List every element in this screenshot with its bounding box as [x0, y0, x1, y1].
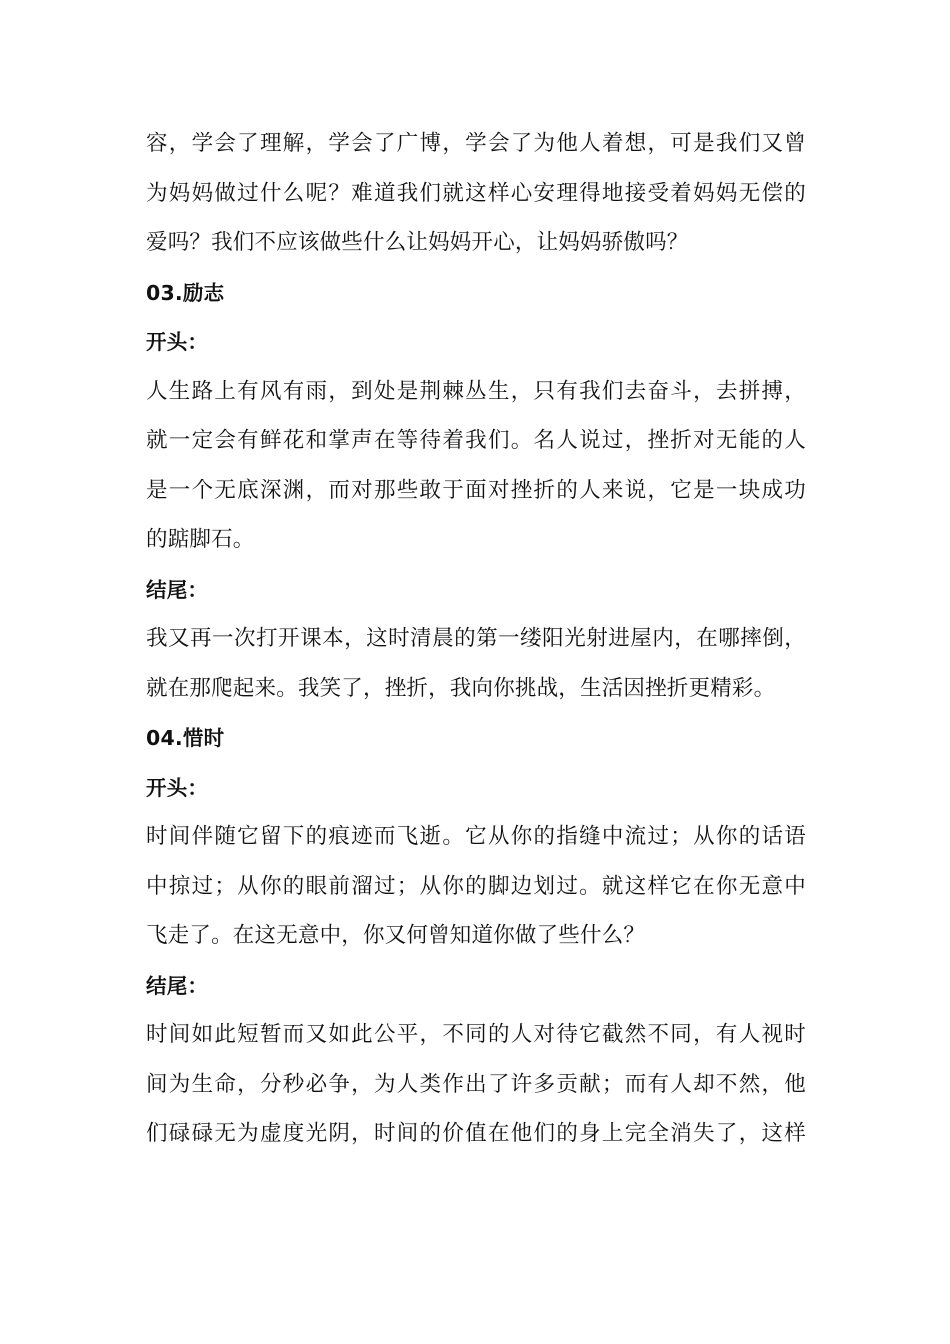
paragraph-line: 爱吗？我们不应该做些什么让妈妈开心，让妈妈骄傲吗？: [146, 230, 689, 255]
section-title: 04.惜时: [146, 726, 225, 750]
paragraph-line: 为妈妈做过什么呢？难道我们就这样心安理得地接受着妈妈无偿的: [146, 180, 806, 206]
paragraph-line: 是一个无底深渊，而对那些敢于面对挫折的人来说，它是一块成功: [146, 477, 806, 503]
opening-label: 开头：: [146, 775, 209, 800]
paragraph-line: 容，学会了理解，学会了广博，学会了为他人着想，可是我们又曾: [146, 131, 806, 156]
paragraph-line: 中掠过；从你的眼前溜过；从你的脚边划过。就这样它在你无意中: [146, 873, 806, 899]
paragraph-line: 我又再一次打开课本，这时清晨的第一缕阳光射进屋内，在哪摔倒，: [146, 626, 806, 651]
paragraph-line: 就一定会有鲜花和掌声在等待着我们。名人说过，挫折对无能的人: [146, 428, 806, 453]
section-title: 03.励志: [146, 280, 225, 305]
document-body: [146, 129, 806, 1169]
paragraph-line: 人生路上有风有雨，到处是荆棘丛生，只有我们去奋斗，去拼搏，: [146, 378, 806, 404]
ending-label: 结尾：: [146, 973, 209, 998]
paragraph-line: 的踮脚石。: [146, 527, 255, 552]
paragraph-line: 就在那爬起来。我笑了，挫折，我向你挑战，生活因挫折更精彩。: [146, 675, 776, 701]
paragraph-line: 时间如此短暂而又如此公平，不同的人对待它截然不同，有人视时: [146, 1022, 806, 1047]
paragraph-line: 间为生命，分秒必争，为人类作出了许多贡献；而有人却不然，他: [146, 1071, 806, 1097]
ending-label: 结尾：: [146, 577, 209, 602]
opening-label: 开头：: [146, 330, 209, 354]
paragraph-line: 们碌碌无为虚度光阴，时间的价值在他们的身上完全消失了，这样: [146, 1121, 806, 1146]
paragraph-line: 飞走了。在这无意中，你又何曾知道你做了些什么？: [146, 923, 646, 948]
paragraph-line: 时间伴随它留下的痕迹而飞逝。它从你的指缝中流过；从你的话语: [146, 824, 806, 849]
